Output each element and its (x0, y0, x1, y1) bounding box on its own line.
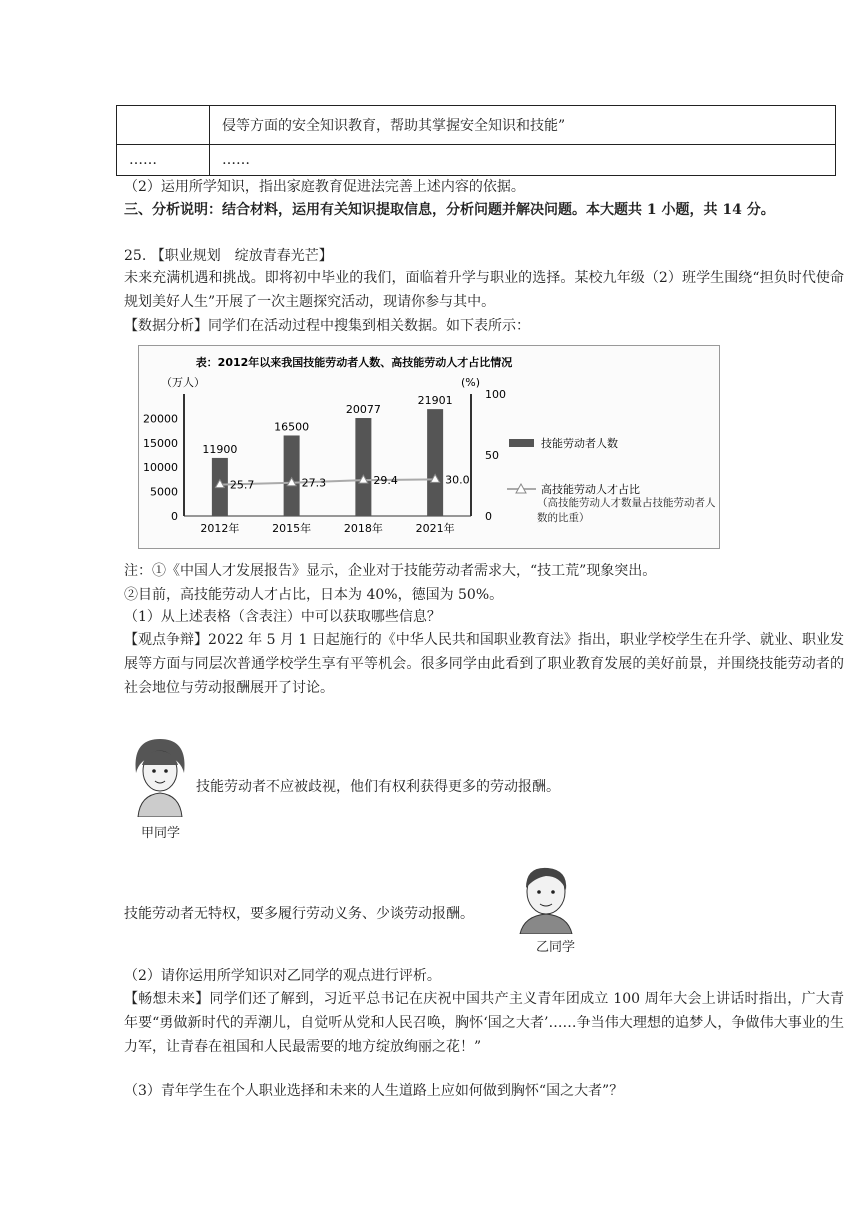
legend-note: （高技能劳动人才数量占技能劳动者人数的比重） (537, 497, 716, 524)
legend-bar-swatch (509, 439, 534, 447)
table-cell (117, 106, 210, 145)
bar-value-label: 21901 (417, 394, 453, 408)
question-24-2: （2）运用所学知识，指出家庭教育促进法完善上述内容的依据。 (124, 179, 525, 195)
bar-value-label: 20077 (345, 403, 381, 417)
question-25-2: （2）请你运用所学知识对乙同学的观点进行评析。 (124, 968, 441, 984)
bar (355, 418, 371, 516)
future-text: 【畅想未来】同学们还了解到，习近平总书记在庆祝中国共产主义青年团成立 100 周年大会上讲话时指出，广大青年要“勇做新时代的弄潮儿，自觉听从党和人民召唤，胸怀‘国之大者’……争当伟大理想的追梦人，争做伟大事业的生力军，让青春在祖国和人民最需要的地方绽放绚丽之花！” (124, 991, 844, 1055)
legend-bar-label: 技能劳动者人数 (541, 437, 618, 450)
question-25-1: （1）从上述表格（含表注）中可以获取哪些信息？ (124, 609, 441, 625)
table-cell: 侵等方面的安全知识教育，帮助其掌握安全知识和技能” (210, 106, 836, 145)
student-b-label: 乙同学 (536, 940, 576, 955)
line-value-label: 25.7 (229, 478, 255, 492)
student-a-label: 甲同学 (141, 826, 181, 841)
question-25-3: （3）青年学生在个人职业选择和未来的人生道路上应如何做到胸怀“国之大者”？ (124, 1083, 624, 1099)
student-a-speech: 技能劳动者不应被歧视，他们有权利获得更多的劳动报酬。 (196, 779, 560, 795)
line-value-label: 29.4 (373, 474, 398, 488)
note-2: ②目前，高技能劳动人才占比，日本为 40%，德国为 50%。 (124, 587, 504, 603)
left-tick-label: 5000 (150, 485, 178, 499)
question-25-title: 25. 【职业规划 绽放青春光芒】 (124, 248, 333, 264)
student-b-illustration (512, 860, 580, 934)
category-label: 2015年 (272, 522, 312, 535)
chart-title: 表：2012年以来我国技能劳动者人数、高技能劳动人才占比情况 (195, 356, 513, 369)
category-label: 2018年 (343, 522, 383, 535)
girl-figure-icon (128, 735, 192, 817)
line-value-label: 27.3 (301, 476, 327, 490)
left-tick-label: 20000 (143, 412, 178, 426)
question-25-intro: 未来充满机遇和挑战。即将初中毕业的我们，面临着升学与职业的选择。某校九年级（2）班学生围绕“担负时代使命规划美好人生”开展了一次主题探究活动，现请你参与其中。 (124, 270, 844, 310)
note-1: 注：①《中国人才发展报告》显示，企业对于技能劳动者需求大，“技工荒”现象突出。 (124, 563, 657, 579)
table-cell: …… (210, 144, 836, 175)
table-row (117, 106, 836, 145)
bar-value-label: 16500 (274, 420, 310, 434)
bar-value-label: 11900 (202, 442, 238, 456)
table-cell: …… (117, 144, 210, 175)
data-analysis-text: 【数据分析】同学们在活动过程中搜集到相关数据。如下表所示： (124, 318, 530, 334)
line-value-label: 30.0 (445, 473, 470, 487)
right-tick-label: 50 (485, 449, 499, 462)
chart-container (138, 345, 720, 549)
bar (284, 435, 300, 516)
bar (427, 409, 443, 516)
left-tick-label: 15000 (143, 436, 178, 450)
right-tick-label: 100 (485, 388, 506, 401)
left-tick-label: 0 (171, 510, 178, 523)
table-row (117, 144, 836, 175)
right-tick-label: 0 (485, 510, 492, 523)
left-tick-label: 10000 (143, 461, 178, 475)
category-label: 2021年 (415, 522, 455, 535)
section-3-heading: 三、分析说明：结合材料，运用有关知识提取信息，分析问题并解决问题。本大题共 1 小题，共 14 分。 (124, 202, 775, 218)
student-a-illustration (128, 735, 192, 817)
debate-text: 【观点争辩】2022 年 5 月 1 日起施行的《中华人民共和国职业教育法》指出，职业学校学生在升学、就业、职业发展等方面与同层次普通学校学生享有平等机会。很多同学由此看到了职业教育发展的美好前景，并围绕技能劳动者的社会地位与劳动报酬展开了讨论。 (124, 632, 844, 696)
right-axis-unit: (%) (461, 376, 481, 389)
category-label: 2012年 (200, 522, 240, 535)
left-axis-unit: （万人） (161, 376, 205, 389)
continued-table (116, 105, 836, 176)
legend-line-label: 高技能劳动人才占比 (541, 483, 640, 496)
boy-figure-icon (512, 860, 580, 934)
student-b-speech: 技能劳动者无特权，要多履行劳动义务、少谈劳动报酬。 (124, 906, 474, 922)
chart-svg (139, 346, 719, 548)
